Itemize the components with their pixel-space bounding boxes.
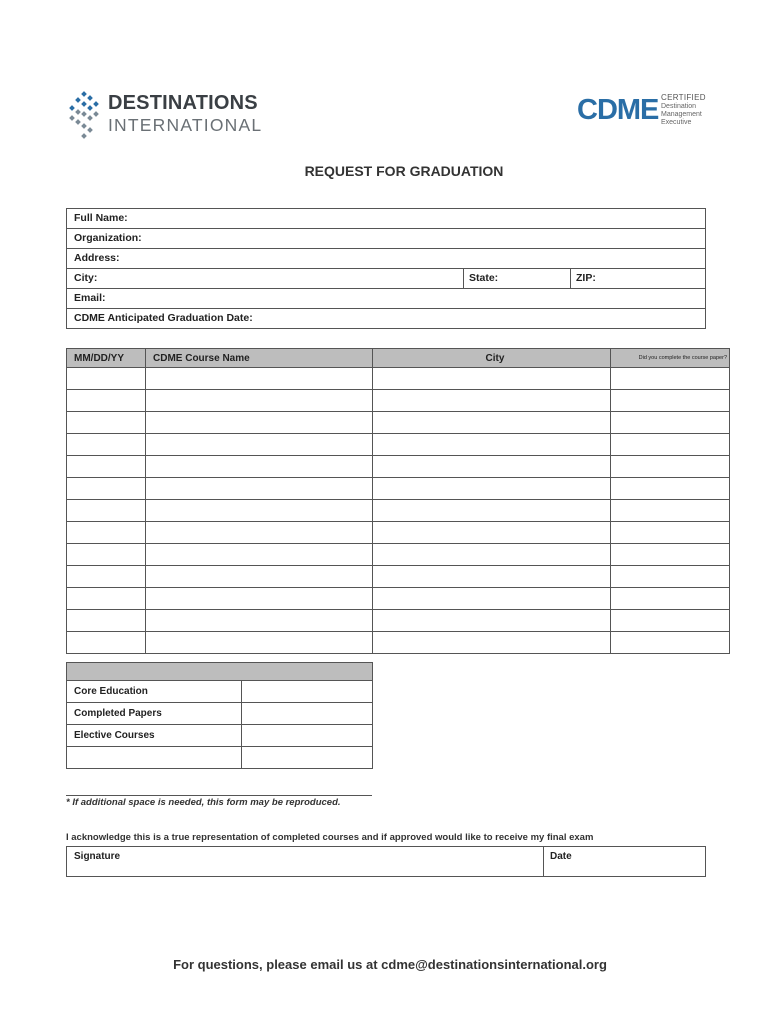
city-cell[interactable] — [373, 456, 611, 478]
city-cell[interactable] — [373, 390, 611, 412]
course-name-cell[interactable] — [146, 610, 373, 632]
date-column-header-text: MM/DD/YY — [74, 352, 124, 364]
course-name-cell[interactable] — [146, 434, 373, 456]
date-column-header — [67, 349, 146, 368]
graduation-date-field[interactable] — [67, 309, 705, 328]
date-cell[interactable] — [67, 544, 146, 566]
elective-courses-label: Elective Courses — [67, 725, 242, 747]
date-cell[interactable] — [67, 632, 146, 654]
course-name-cell[interactable] — [146, 522, 373, 544]
city-cell[interactable] — [373, 610, 611, 632]
course-name-cell[interactable] — [146, 412, 373, 434]
paper-completed-cell[interactable] — [611, 412, 730, 434]
summary-table — [66, 662, 373, 769]
city-column-header — [373, 349, 611, 368]
paper-completed-cell[interactable] — [611, 522, 730, 544]
zip-label[interactable]: ZIP: — [576, 272, 596, 284]
course-name-cell[interactable] — [146, 500, 373, 522]
course-name-cell[interactable] — [146, 588, 373, 610]
address-field[interactable] — [67, 249, 705, 269]
divider — [463, 269, 464, 288]
divider — [543, 847, 544, 876]
date-label[interactable]: Date — [550, 851, 572, 862]
course-table — [66, 348, 730, 654]
cdme-certified-label: CERTIFIED — [661, 93, 706, 102]
cdme-subtitle-line: Management — [661, 111, 702, 118]
core-education-label: Core Education — [67, 681, 242, 703]
cdme-subtitle-line: Executive — [661, 119, 692, 126]
org-name-line1: DESTINATIONS — [108, 92, 258, 114]
city-cell[interactable] — [373, 434, 611, 456]
applicant-info-box — [66, 208, 706, 329]
summary-row — [67, 681, 373, 703]
reproduction-note: * If additional space is needed, this form may be reproduced. — [66, 797, 341, 808]
state-label[interactable]: State: — [469, 272, 499, 284]
course-row — [67, 588, 730, 610]
course-row — [67, 500, 730, 522]
course-row — [67, 390, 730, 412]
organization-field[interactable] — [67, 229, 705, 249]
course-row — [67, 412, 730, 434]
course-row — [67, 566, 730, 588]
address-label: Address: — [74, 252, 120, 264]
cdme-subtitle-line: Destination — [661, 103, 697, 110]
diamond-grid-logo-icon — [68, 90, 102, 140]
city-cell[interactable] — [373, 500, 611, 522]
org-name-line2: INTERNATIONAL — [108, 115, 263, 135]
course-name-cell[interactable] — [146, 390, 373, 412]
paper-column-header: Did you complete the course paper? — [611, 349, 730, 368]
core-education-value[interactable] — [242, 681, 373, 703]
paper-completed-cell[interactable] — [611, 456, 730, 478]
course-table-header — [67, 349, 730, 368]
contact-line: For questions, please email us at cdme@destinationsinternational.org — [173, 957, 607, 972]
city-cell[interactable] — [373, 478, 611, 500]
course-name-cell[interactable] — [146, 478, 373, 500]
course-row — [67, 478, 730, 500]
paper-completed-cell[interactable] — [611, 434, 730, 456]
city-cell[interactable] — [373, 544, 611, 566]
date-cell[interactable] — [67, 478, 146, 500]
course-row — [67, 456, 730, 478]
city-cell[interactable] — [373, 632, 611, 654]
date-cell[interactable] — [67, 456, 146, 478]
paper-completed-cell[interactable] — [611, 632, 730, 654]
city-cell[interactable] — [373, 566, 611, 588]
paper-completed-cell[interactable] — [611, 390, 730, 412]
city-cell[interactable] — [373, 522, 611, 544]
acknowledgement-text: I acknowledge this is a true representation of completed courses and if approved would like to receive my final exam — [66, 832, 594, 843]
course-name-cell[interactable] — [146, 456, 373, 478]
course-row — [67, 544, 730, 566]
blank-summary-value[interactable] — [242, 747, 373, 769]
summary-row — [67, 725, 373, 747]
date-cell[interactable] — [67, 588, 146, 610]
graduation-date-label: CDME Anticipated Graduation Date: — [74, 312, 253, 324]
summary-header — [67, 663, 373, 681]
city-label[interactable]: City: — [74, 272, 98, 284]
paper-completed-cell[interactable] — [611, 544, 730, 566]
divider — [570, 269, 571, 288]
city-cell[interactable] — [373, 368, 611, 390]
paper-completed-cell[interactable] — [611, 478, 730, 500]
course-name-cell[interactable] — [146, 368, 373, 390]
paper-completed-cell[interactable] — [611, 500, 730, 522]
cdme-logo — [577, 92, 707, 132]
organization-label: Organization: — [74, 232, 142, 244]
paper-completed-cell[interactable] — [611, 610, 730, 632]
course-name-column-header — [146, 349, 373, 368]
completed-papers-label: Completed Papers — [67, 703, 242, 725]
note-divider — [66, 795, 372, 796]
city-cell[interactable] — [373, 588, 611, 610]
city-cell[interactable] — [373, 412, 611, 434]
form-title: REQUEST FOR GRADUATION — [304, 163, 504, 179]
elective-courses-value[interactable] — [242, 725, 373, 747]
date-cell[interactable] — [67, 434, 146, 456]
course-name-cell[interactable] — [146, 632, 373, 654]
date-cell[interactable] — [67, 566, 146, 588]
course-name-cell[interactable] — [146, 566, 373, 588]
signature-box — [66, 846, 706, 877]
summary-row — [67, 747, 373, 769]
course-row — [67, 610, 730, 632]
date-cell[interactable] — [67, 522, 146, 544]
course-name-cell[interactable] — [146, 544, 373, 566]
city-state-zip-row — [67, 269, 705, 289]
course-row — [67, 632, 730, 654]
course-row — [67, 368, 730, 390]
course-name-column-header-text: CDME Course Name — [153, 352, 250, 364]
city-column-header-text: City — [485, 352, 505, 364]
email-label: Email: — [74, 292, 106, 304]
cdme-subtitle — [661, 103, 702, 127]
summary-row — [67, 703, 373, 725]
paper-completed-cell[interactable] — [611, 368, 730, 390]
completed-papers-value[interactable] — [242, 703, 373, 725]
blank-summary-label[interactable] — [67, 747, 242, 769]
full-name-label: Full Name: — [74, 212, 128, 224]
signature-label[interactable]: Signature — [74, 851, 121, 862]
paper-completed-cell[interactable] — [611, 588, 730, 610]
paper-completed-cell[interactable] — [611, 566, 730, 588]
email-field[interactable] — [67, 289, 705, 309]
cdme-wordmark: CDME — [577, 94, 659, 126]
date-cell[interactable] — [67, 412, 146, 434]
date-cell[interactable] — [67, 500, 146, 522]
date-cell[interactable] — [67, 368, 146, 390]
course-row — [67, 522, 730, 544]
date-cell[interactable] — [67, 390, 146, 412]
full-name-field[interactable] — [67, 209, 705, 229]
destinations-international-logo — [68, 88, 268, 142]
date-cell[interactable] — [67, 610, 146, 632]
course-row — [67, 434, 730, 456]
